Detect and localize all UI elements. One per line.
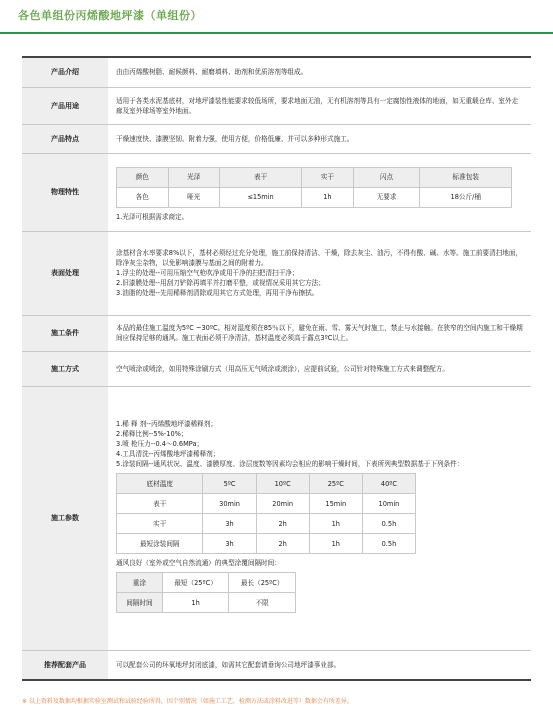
temp-header: 25ºC: [309, 474, 362, 494]
physical-note: 1.光泽可根据需求商定。: [116, 212, 189, 221]
row-features: [22, 124, 531, 153]
temp-cell: 3h: [203, 534, 256, 554]
row-intro: [22, 57, 531, 87]
temp-cell: 20min: [256, 494, 309, 514]
row-surface: [22, 231, 531, 315]
physical-header: 光泽: [168, 167, 220, 187]
physical-header: 标准包装: [420, 167, 512, 187]
intro-label: 产品介绍: [22, 57, 108, 87]
intro-text: 由由丙烯酸树脂、耐候颜料、耐磨填料、助剂和优质溶剂等组成。: [108, 57, 531, 87]
params-line: 5.涂装间隔--通风状况、温度、漆膜厚度、涂层度数等因素均会相应的影响干燥时间，下表所列典型数据基于下列条件：: [116, 460, 464, 468]
usage-text: 适用于各类水泥基底材，对地坪漆装性能要求较低场所，要求地面无油，无有机溶剂等具有一定腐蚀性液体的地面，如无重载仓库、室外走廊及室外球场等室外地面。: [108, 87, 531, 124]
params-line: 2.稀释比例--5%-10%；: [116, 430, 188, 438]
params-label: 施工参数: [22, 386, 108, 650]
temp-cell: 实干: [117, 514, 203, 534]
interval-header: 重涂: [117, 573, 163, 593]
features-label: 产品特点: [22, 124, 108, 153]
temp-cell: 表干: [117, 494, 203, 514]
conditions-label: 施工条件: [22, 315, 108, 351]
temp-cell: 3h: [203, 514, 256, 534]
spec-table: [22, 56, 531, 681]
temp-cell: 15min: [309, 494, 362, 514]
surface-line: 3.油脂的处理--先用稀释剂清除或用其它方式处理，再用干净布擦拭。: [116, 289, 319, 297]
interval-header: 最长（25ºC）: [229, 573, 296, 593]
params-line: 1.稀 释 剂--丙烯酸地坪漆稀释剂；: [116, 420, 217, 428]
temp-cell: 0.5h: [362, 534, 415, 554]
row-physical: [22, 153, 531, 231]
usage-label: 产品用途: [22, 87, 108, 124]
temp-cell: 2h: [256, 534, 309, 554]
physical-value: 无要求: [353, 187, 420, 207]
row-params: [22, 386, 531, 650]
physical-header: 闪点: [353, 167, 420, 187]
temperature-table: [116, 473, 416, 554]
physical-header: 实干: [302, 167, 354, 187]
temp-cell: 10min: [362, 494, 415, 514]
physical-header: 表干: [220, 167, 302, 187]
surface-line: 2.旧漆膜处理--用刮刀铲除再填平并打磨平整，或视情况采用其它方法；: [116, 279, 325, 287]
method-label: 施工方式: [22, 351, 108, 386]
physical-value: 18公斤/桶: [420, 187, 512, 207]
interval-title: 通风良好（室外或空气自然流通）的典型涂覆间隔时间：: [116, 559, 281, 567]
temp-cell: 1h: [309, 534, 362, 554]
conditions-text: 本品的最佳施工温度为5ºC ~30ºC。相对湿度须在85％以下，避免在雨、雪、雾天气时施工，禁止与水接触。在狭窄的空间内施工和干燥期间应保持足够的通风。施工表面必须干净清洁，基材温度必须高于露点3ºC以上。: [108, 315, 531, 351]
temp-cell: 2h: [256, 514, 309, 534]
temp-cell: 1h: [309, 514, 362, 534]
physical-value: 1h: [302, 187, 354, 207]
physical-value: 各色: [117, 187, 169, 207]
physical-table: [116, 167, 512, 208]
footer-note: ※ 以上资料及数据均根据实验室测试和试验经验所得，因个别情况（如施工工艺，检测方法或涂料改进等）数据会有所差异。: [22, 698, 353, 705]
page-title: 各色单组份丙烯酸地坪漆（单组份）: [18, 9, 202, 22]
title-divider: [0, 32, 553, 34]
temp-header: 底材温度: [117, 474, 203, 494]
temp-header: 40ºC: [362, 474, 415, 494]
params-line: 3.喷 枪压力--0.4～0.6MPa；: [116, 440, 204, 448]
interval-cell: 1h: [162, 593, 229, 613]
params-line: 4.工具清洗--丙烯酸地坪漆稀释剂；: [116, 450, 220, 458]
row-conditions: [22, 315, 531, 351]
physical-value: 哑光: [168, 187, 220, 207]
features-text: 干燥速度快、漆膜坚韧、附着力强，使用方便，价格低廉、并可以多种形式施工。: [108, 124, 531, 153]
surface-label: 表面处理: [22, 231, 108, 315]
temp-cell: 30min: [203, 494, 256, 514]
interval-table: [116, 572, 296, 613]
row-recommend: [22, 650, 531, 680]
temp-header: 5ºC: [203, 474, 256, 494]
interval-cell: 间隔时间: [117, 593, 163, 613]
physical-header: 颜色: [117, 167, 169, 187]
row-usage: [22, 87, 531, 124]
physical-value: ≤15min: [220, 187, 302, 207]
recommend-text: 可以配套公司的环氧地坪封闭底漆，如需其它配套请垂询公司地坪漆事业部。: [108, 650, 531, 680]
method-text: 空气喷涂或喷涂，如用特殊涂刷方式（用高压无气喷涂或滚涂），应提前试验，公司针对特殊施工方式来调整配方。: [108, 351, 531, 386]
surface-line: 涂基材含水率要求8%以下，基材必须经过充分处理，施工前保持清洁、干燥，除去灰尘、油污，不得有酸、碱、水等。施工前要清扫地面，除净灰尘杂物，以免影响漆膜与基面之间的附着力。: [116, 249, 523, 267]
surface-line: 1.浮尘的处理--可用压缩空气枪吹净或用干净的扫把清扫干净；: [116, 269, 299, 277]
recommend-label: 推荐配套产品: [22, 650, 108, 680]
row-method: [22, 351, 531, 386]
interval-header: 最短（25ºC）: [162, 573, 229, 593]
temp-cell: 0.5h: [362, 514, 415, 534]
temp-cell: 最短涂装间隔: [117, 534, 203, 554]
temp-header: 10ºC: [256, 474, 309, 494]
physical-label: 物理特性: [22, 153, 108, 231]
interval-cell: 不限: [229, 593, 296, 613]
